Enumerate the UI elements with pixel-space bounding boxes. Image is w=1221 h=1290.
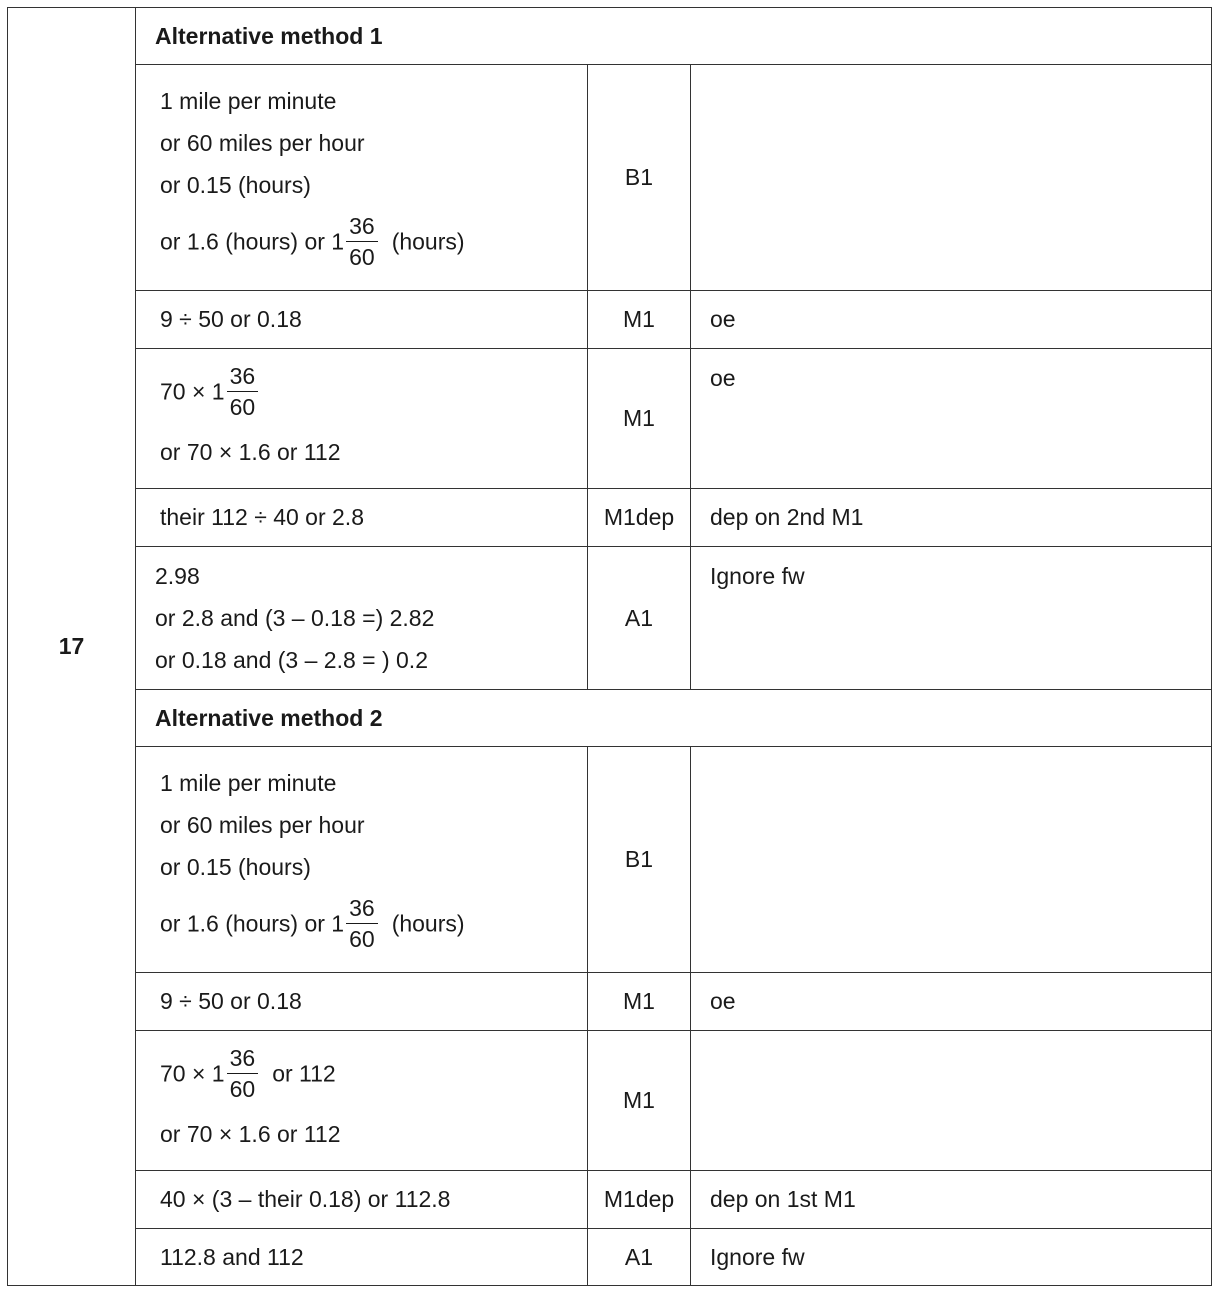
mixed-number-fraction (227, 361, 259, 422)
fraction-numerator: 36 (346, 893, 378, 924)
fraction-suffix: (hours) (391, 228, 465, 255)
method-1-heading: Alternative method 1 (136, 8, 1212, 65)
mixed-number-fraction (227, 1043, 259, 1104)
table-row (8, 65, 1212, 291)
working-cell (136, 65, 588, 291)
method-1-heading-row (8, 8, 1212, 65)
table-row (8, 1229, 1212, 1286)
comment-cell: oe (691, 973, 1212, 1031)
working-line: or 0.18 and (3 – 2.8 = ) 0.2 (155, 647, 428, 673)
mark-cell: M1 (588, 291, 691, 349)
working-line: 1 mile per minute (160, 770, 337, 796)
working-cell: 9 ÷ 50 or 0.18 (136, 973, 588, 1031)
fraction-numerator: 36 (227, 1043, 259, 1074)
method-2-heading-row (8, 690, 1212, 747)
working-line: 2.98 (155, 563, 200, 589)
mark-cell: B1 (588, 747, 691, 973)
comment-cell: dep on 2nd M1 (691, 489, 1212, 547)
comment-cell (691, 65, 1212, 291)
mixed-number-fraction (346, 211, 378, 272)
working-line: or 70 × 1.6 or 112 (160, 439, 341, 465)
table-row (8, 747, 1212, 973)
mark-cell: M1dep (588, 489, 691, 547)
table-row (8, 349, 1212, 489)
working-cell (136, 547, 588, 690)
table-row (8, 973, 1212, 1031)
comment-cell (691, 1031, 1212, 1171)
fraction-denominator: 60 (349, 926, 375, 952)
working-line: or 0.15 (hours) (160, 172, 311, 198)
fraction-prefix: 70 × 1 (160, 1060, 225, 1087)
working-line: or 60 miles per hour (160, 812, 365, 838)
fraction-suffix: (hours) (391, 910, 465, 937)
mark-cell: M1 (588, 973, 691, 1031)
table-row (8, 547, 1212, 690)
working-cell: 9 ÷ 50 or 0.18 (136, 291, 588, 349)
mark-cell: M1 (588, 349, 691, 489)
fraction-suffix: or 112 (272, 1060, 336, 1087)
table-row (8, 489, 1212, 547)
mark-cell: M1 (588, 1031, 691, 1171)
working-line: or 2.8 and (3 – 0.18 =) 2.82 (155, 605, 435, 631)
fraction-denominator: 60 (229, 394, 256, 420)
working-fraction-line (160, 895, 587, 956)
working-fraction-line (160, 363, 587, 424)
table-row (8, 291, 1212, 349)
fraction-denominator: 60 (349, 244, 375, 270)
mark-scheme-table (7, 7, 1212, 1286)
mixed-number-fraction (346, 893, 378, 954)
fraction-prefix: 70 × 1 (160, 378, 225, 405)
method-2-heading: Alternative method 2 (136, 690, 1212, 747)
comment-cell (691, 747, 1212, 973)
working-line: or 60 miles per hour (160, 130, 365, 156)
working-cell: 112.8 and 112 (136, 1229, 588, 1286)
comment-cell: oe (691, 349, 1212, 489)
working-cell: their 112 ÷ 40 or 2.8 (136, 489, 588, 547)
question-number: 17 (8, 8, 136, 1286)
working-fraction-line (160, 1045, 587, 1106)
mark-cell: A1 (588, 547, 691, 690)
table-row (8, 1031, 1212, 1171)
comment-cell: dep on 1st M1 (691, 1171, 1212, 1229)
working-fraction-line (160, 213, 587, 274)
comment-cell: oe (691, 291, 1212, 349)
working-cell (136, 349, 588, 489)
table-row (8, 1171, 1212, 1229)
mark-cell: A1 (588, 1229, 691, 1286)
working-line: or 0.15 (hours) (160, 854, 311, 880)
comment-cell: Ignore fw (691, 547, 1212, 690)
fraction-prefix: or 1.6 (hours) or 1 (160, 228, 345, 255)
mark-cell: B1 (588, 65, 691, 291)
fraction-numerator: 36 (346, 211, 378, 242)
mark-cell: M1dep (588, 1171, 691, 1229)
comment-cell: Ignore fw (691, 1229, 1212, 1286)
working-cell: 40 × (3 – their 0.18) or 112.8 (136, 1171, 588, 1229)
fraction-prefix: or 1.6 (hours) or 1 (160, 910, 345, 937)
fraction-denominator: 60 (229, 1076, 256, 1102)
fraction-numerator: 36 (227, 361, 259, 392)
working-line: 1 mile per minute (160, 88, 337, 114)
working-cell (136, 747, 588, 973)
working-line: or 70 × 1.6 or 112 (160, 1121, 341, 1147)
working-cell (136, 1031, 588, 1171)
